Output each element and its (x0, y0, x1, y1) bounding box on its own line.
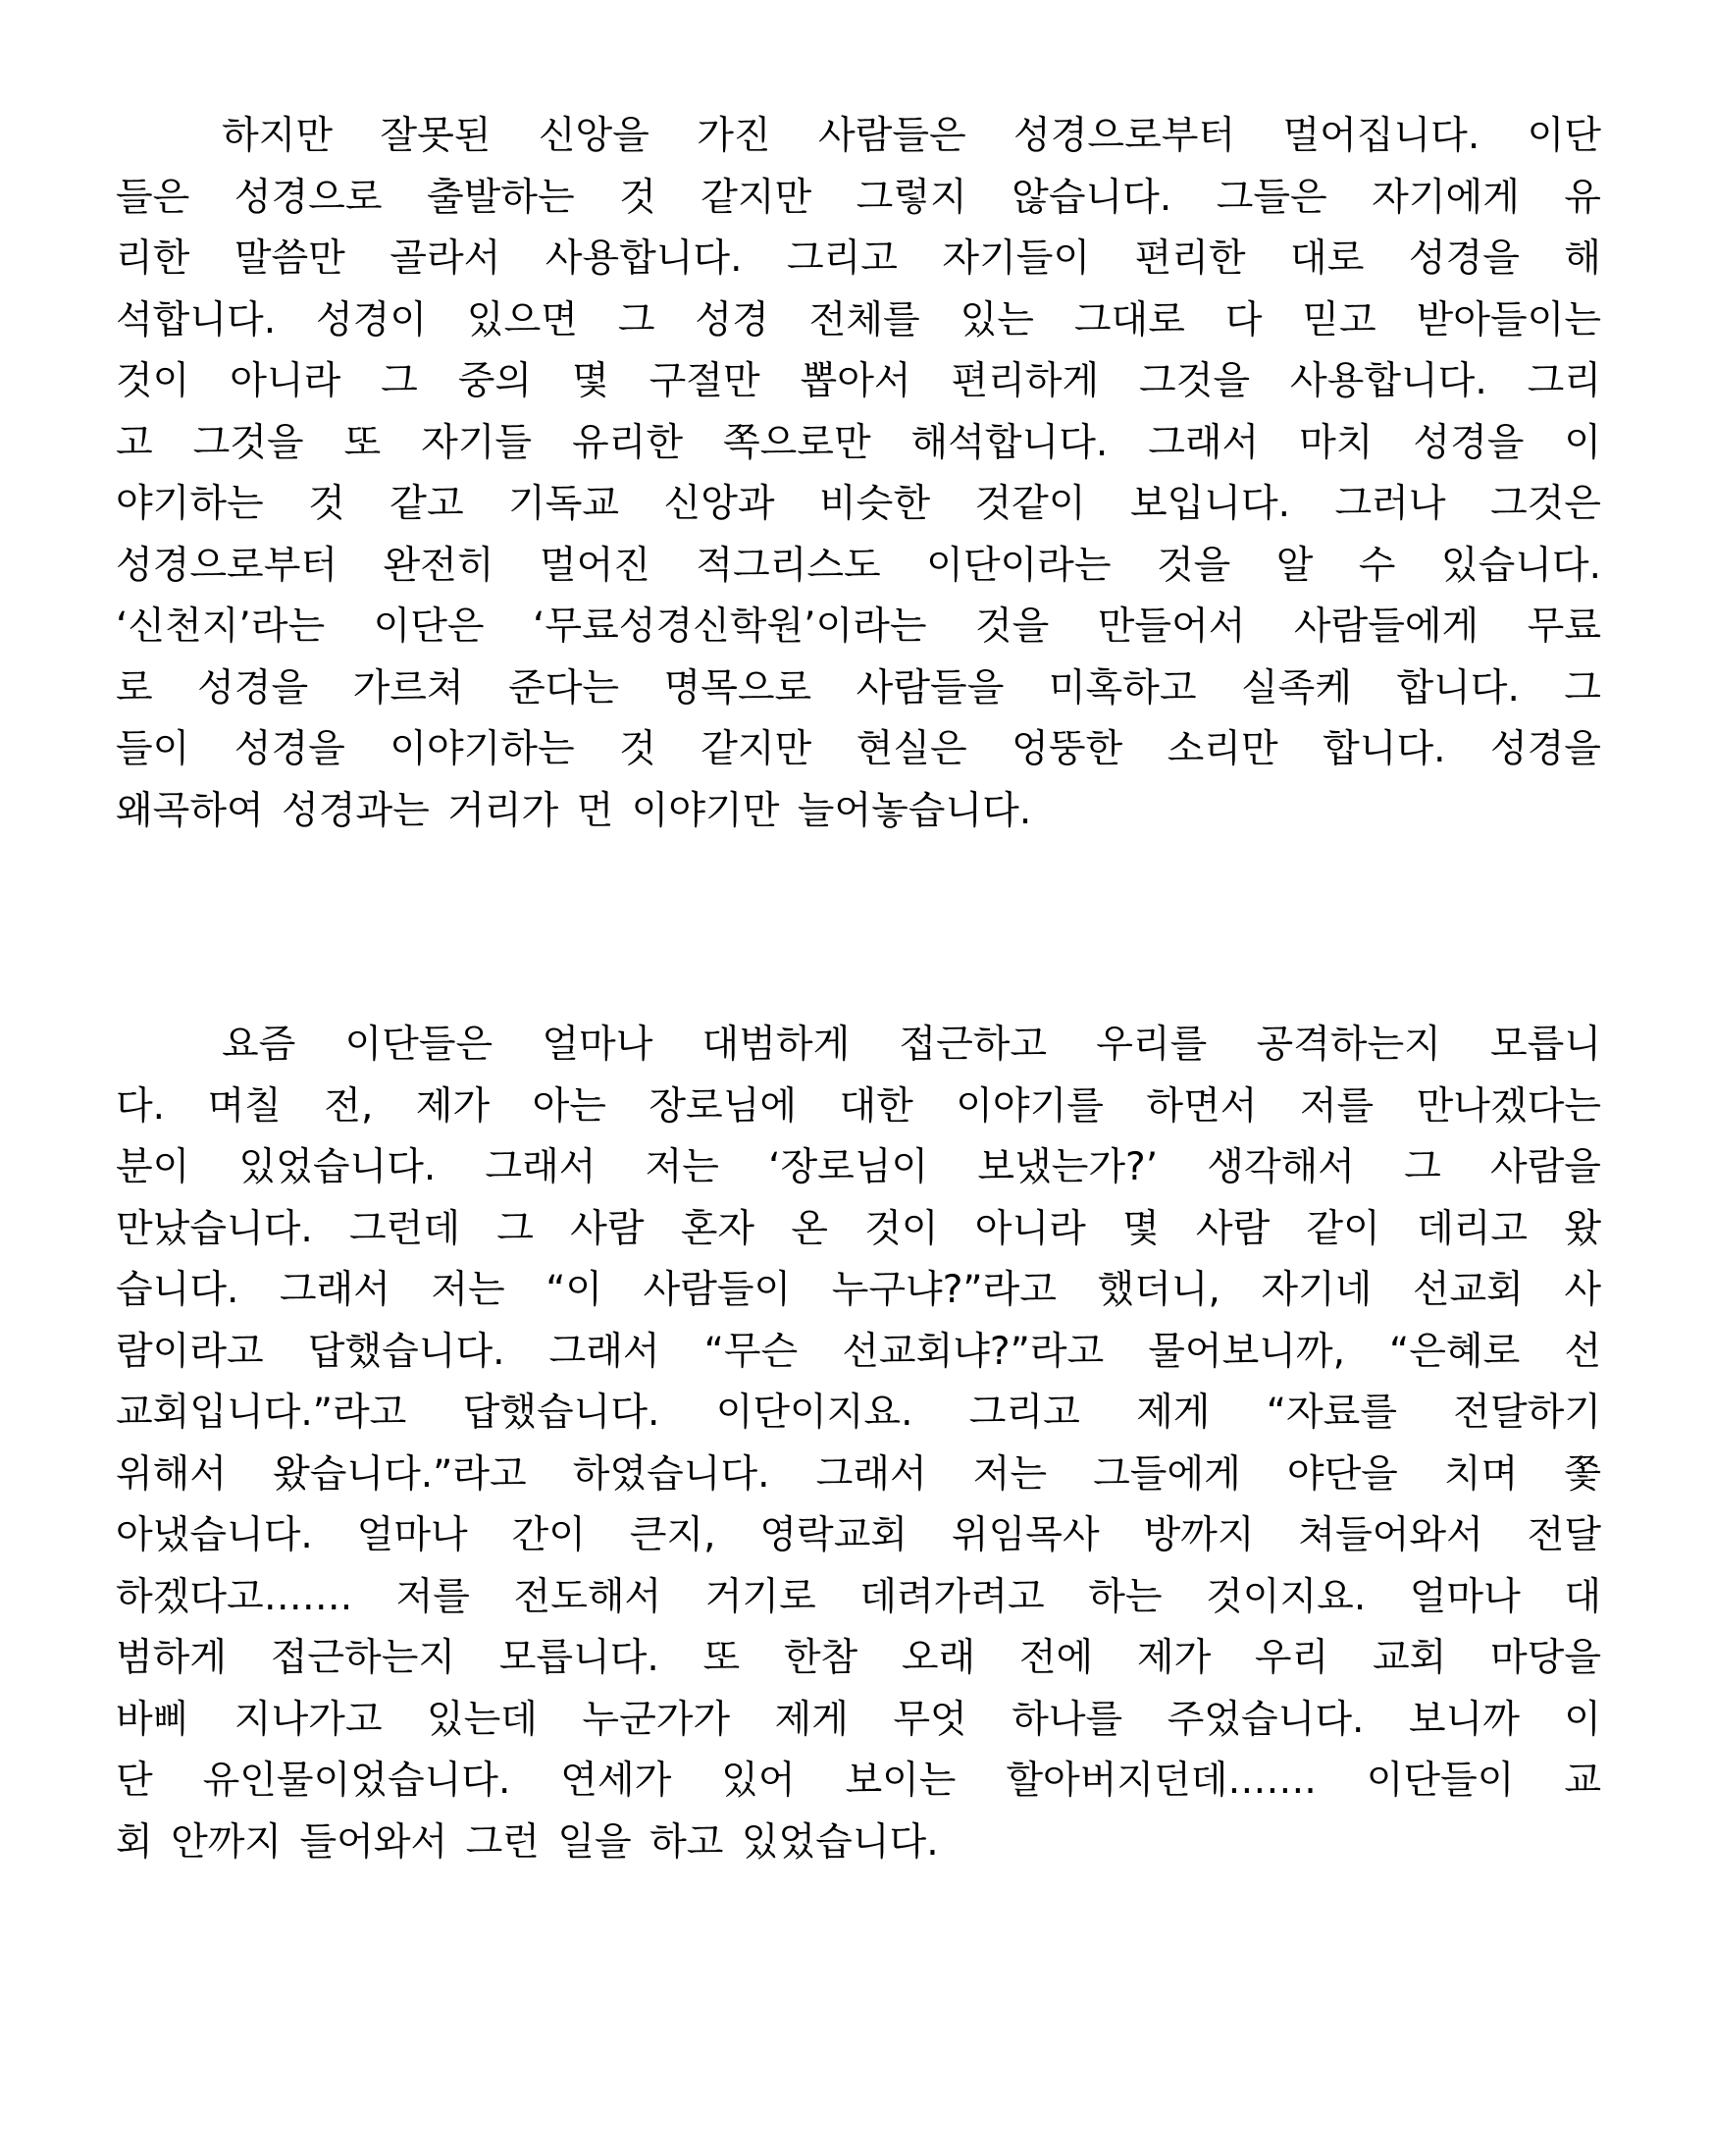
paragraph-line: 습니다. 그래서 저는 “이 사람들이 누구냐?”라고 했더니, 자기네 선교회 사 (116, 1268, 1601, 1312)
paragraph-line: 단 유인물이었습니다. 연세가 있어 보이는 할아버지던데……. 이단들이 교 (116, 1759, 1601, 1803)
paragraph-line: 만났습니다. 그런데 그 사람 혼자 온 것이 아니라 몇 사람 같이 데리고 왔 (116, 1206, 1601, 1251)
paragraph-line: 하겠다고……. 저를 전도해서 거기로 데려가려고 하는 것이지요. 얼마나 대 (116, 1574, 1601, 1619)
paragraph-line: 람이라고 답했습니다. 그래서 “무슨 선교회냐?”라고 물어보니까, “은혜로 선 (116, 1329, 1601, 1374)
paragraph-line: 야기하는 것 같고 기독교 신앙과 비슷한 것같이 보입니다. 그러나 그것은 (116, 482, 1601, 526)
paragraph-line: 석합니다. 성경이 있으면 그 성경 전체를 있는 그대로 다 믿고 받아들이는 (116, 297, 1601, 342)
paragraph-line: 로 성경을 가르쳐 준다는 명목으로 사람들을 미혹하고 실족케 합니다. 그 (116, 665, 1601, 710)
paragraph-line: 들이 성경을 이야기하는 것 같지만 현실은 엉뚱한 소리만 합니다. 성경을 (116, 727, 1601, 771)
paragraph-line: ‘신천지’라는 이단은 ‘무료성경신학원’이라는 것을 만들어서 사람들에게 무료 (116, 605, 1601, 649)
paragraph-line: 범하게 접근하는지 모릅니다. 또 한참 오래 전에 제가 우리 교회 마당을 (116, 1636, 1601, 1680)
paragraph-line: 회 안까지 들어와서 그런 일을 하고 있었습니다. (116, 1819, 939, 1865)
paragraph-line: 교회입니다.”라고 답했습니다. 이단이지요. 그리고 제게 “자료를 전달하기 (116, 1391, 1601, 1435)
paragraph-2 (116, 1015, 1601, 1873)
paragraph-line: 것이 아니라 그 중의 몇 구절만 뽑아서 편리하게 그것을 사용합니다. 그리 (116, 359, 1601, 403)
paragraph-line: 하지만 잘못된 신앙을 가진 사람들은 성경으로부터 멀어집니다. 이단 (222, 114, 1601, 158)
paragraph-1 (116, 106, 1601, 842)
paragraph-line: 아냈습니다. 얼마나 간이 큰지, 영락교회 위임목사 방까지 쳐들어와서 전달 (116, 1513, 1601, 1557)
paragraph-line: 들은 성경으로 출발하는 것 같지만 그렇지 않습니다. 그들은 자기에게 유 (116, 175, 1601, 220)
paragraph-line: 성경으로부터 완전히 멀어진 적그리스도 이단이라는 것을 알 수 있습니다. (116, 543, 1601, 588)
paragraph-line: 다. 며칠 전, 제가 아는 장로님에 대한 이야기를 하면서 저를 만나겠다는 (116, 1083, 1601, 1129)
paragraph-line: 고 그것을 또 자기들 유리한 쪽으로만 해석합니다. 그래서 마치 성경을 이 (116, 420, 1601, 465)
paragraph-line: 바삐 지나가고 있는데 누군가가 제게 무엇 하나를 주었습니다. 보니까 이 (116, 1697, 1601, 1742)
paragraph-line: 분이 있었습니다. 그래서 저는 ‘장로님이 보냈는가?’ 생각해서 그 사람을 (116, 1145, 1601, 1189)
paragraph-line: 리한 말씀만 골라서 사용합니다. 그리고 자기들이 편리한 대로 성경을 해 (116, 237, 1601, 281)
paragraph-line: 왜곡하여 성경과는 거리가 먼 이야기만 늘어놓습니다. (116, 788, 1032, 833)
paragraph-line: 요즘 이단들은 얼마나 대범하게 접근하고 우리를 공격하는지 모릅니 (222, 1023, 1601, 1067)
paragraph-line: 위해서 왔습니다.”라고 하였습니다. 그래서 저는 그들에게 야단을 치며 쫓 (116, 1451, 1601, 1497)
